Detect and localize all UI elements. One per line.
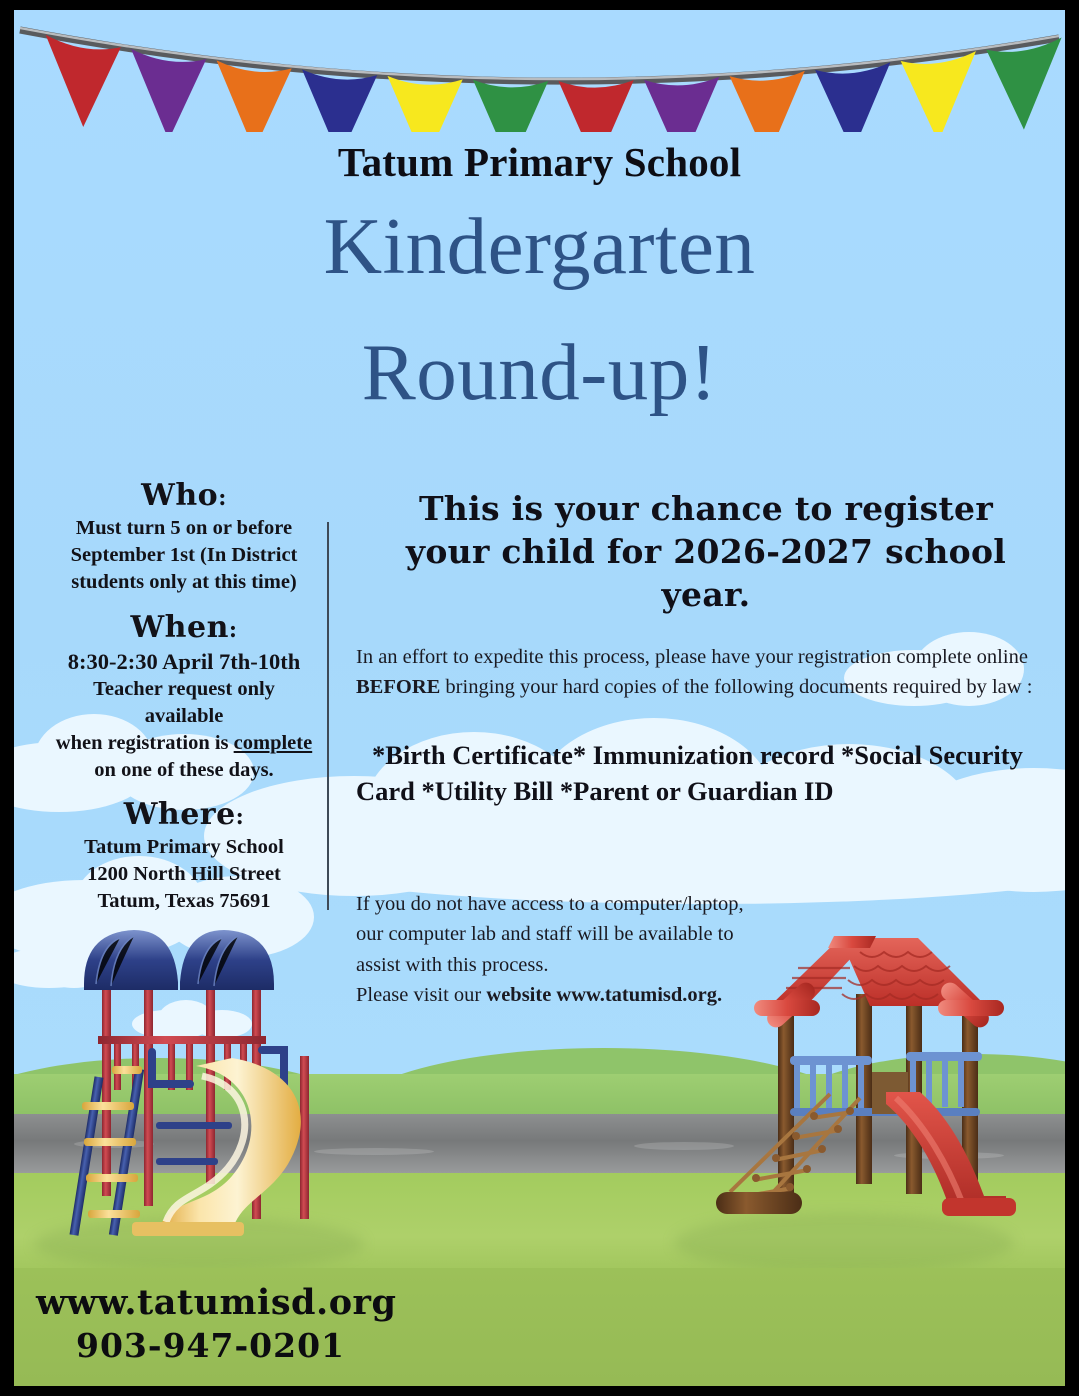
pennant-banner	[14, 10, 1065, 130]
spacer-para-docs	[356, 703, 1056, 737]
who-line-2: September 1st (In District	[70, 543, 298, 566]
headline-line-2: your child for 2026-2027 school	[405, 531, 1007, 571]
spacer-docs-help	[356, 809, 1056, 889]
slide-base	[132, 1222, 244, 1236]
deck-rail-top	[98, 1036, 266, 1044]
roof-ridge	[828, 936, 876, 948]
playground-structure-left	[56, 926, 356, 1256]
pennant-flag	[730, 71, 805, 132]
lower-bar-1	[156, 1122, 232, 1129]
when-note-3: on one of these days.	[94, 758, 274, 781]
pennant-flag	[217, 60, 292, 132]
when-note-2	[54, 730, 314, 757]
spacer-who-when	[54, 596, 314, 610]
who-colon: :	[218, 485, 227, 511]
instructions-text-b: bringing your hard copies of the following documents required by law :	[440, 675, 1033, 698]
rail-top-left	[790, 1056, 872, 1065]
website-link-text[interactable]: website www.tatumisd.org.	[486, 984, 723, 1007]
where-colon: :	[235, 804, 245, 831]
roof-lip-right	[938, 1000, 1004, 1016]
where-line-2: 1200 North Hill Street	[87, 863, 281, 886]
post-mid-left	[144, 974, 153, 1206]
footer-band	[14, 1268, 1065, 1386]
pennant-flag	[558, 80, 633, 132]
headline-line-1: This is your chance to register	[418, 489, 994, 528]
where-label: Where	[123, 797, 236, 833]
instructions-paragraph	[356, 643, 1056, 703]
who-label: Who	[141, 478, 219, 513]
page-title-line2: Round-up!	[361, 327, 718, 417]
when-heading	[54, 610, 314, 645]
documents-line-2: Card *Utility Bill *Parent or Guardian ID	[356, 775, 834, 806]
rail-top-right	[906, 1052, 982, 1061]
pennant-flag	[473, 80, 548, 132]
who-line-3: students only at this time)	[71, 570, 297, 593]
post-far-right	[300, 1056, 309, 1219]
required-documents-list	[356, 737, 1056, 810]
pennant-flag	[644, 77, 719, 132]
pennant-flag	[901, 51, 976, 132]
who-line-1: Must turn 5 on or before	[75, 517, 293, 539]
instructions-before-emphasis: BEFORE	[356, 675, 441, 698]
canopy-right	[180, 930, 274, 990]
pennant-banner-svg	[14, 10, 1065, 132]
visit-text: Please visit our	[356, 984, 487, 1007]
rope-net-log	[716, 1192, 802, 1214]
footer-website[interactable]: www.tatumisd.org	[36, 1282, 397, 1323]
when-note-2-text: when registration is	[55, 731, 234, 754]
spacer-when-where	[54, 783, 314, 797]
when-note-complete: complete	[233, 731, 313, 754]
documents-line-1: *Birth Certificate* Immunization record *Social Security	[372, 739, 1023, 770]
pennant-flag	[815, 62, 890, 132]
help-line-2: our computer lab and staff will be available to	[356, 923, 734, 946]
where-heading	[54, 797, 314, 832]
post-left	[102, 981, 111, 1196]
when-label: When	[130, 609, 229, 645]
playground-right-svg	[710, 922, 1040, 1242]
help-line-1: If you do not have access to a computer/laptop,	[356, 893, 744, 916]
who-heading	[54, 478, 314, 513]
roof-lip-left	[754, 1000, 820, 1016]
help-line-3: assist with this process.	[356, 953, 549, 976]
lower-bar-2	[156, 1158, 218, 1165]
pennant-flag	[302, 69, 377, 132]
when-time: 8:30-2:30 April 7th-10th	[67, 648, 301, 674]
page-title-line1: Kindergarten	[323, 201, 756, 291]
pennant-flag	[387, 76, 462, 132]
column-divider	[327, 522, 329, 910]
headline-line-3: year.	[661, 574, 751, 614]
when-note-1: Teacher request only available	[93, 678, 275, 727]
spacer-headline-para	[356, 617, 1056, 643]
when-colon: :	[228, 616, 238, 643]
details-column	[54, 478, 314, 915]
main-headline	[356, 488, 1056, 617]
playground-left-svg	[56, 926, 356, 1256]
instructions-text-a: In an effort to expedite this process, please have your registration complete online	[356, 645, 1028, 668]
where-line-1: Tatum Primary School	[84, 836, 284, 859]
slide-red-exit	[942, 1198, 1016, 1216]
flyer-frame	[14, 10, 1065, 1386]
pennant-flag	[131, 49, 206, 132]
where-line-3: Tatum, Texas 75691	[97, 890, 271, 913]
footer-phone[interactable]: 903-947-0201	[76, 1326, 346, 1365]
page-title-school: Tatum Primary School	[337, 139, 742, 185]
playground-structure-right	[710, 922, 1040, 1242]
